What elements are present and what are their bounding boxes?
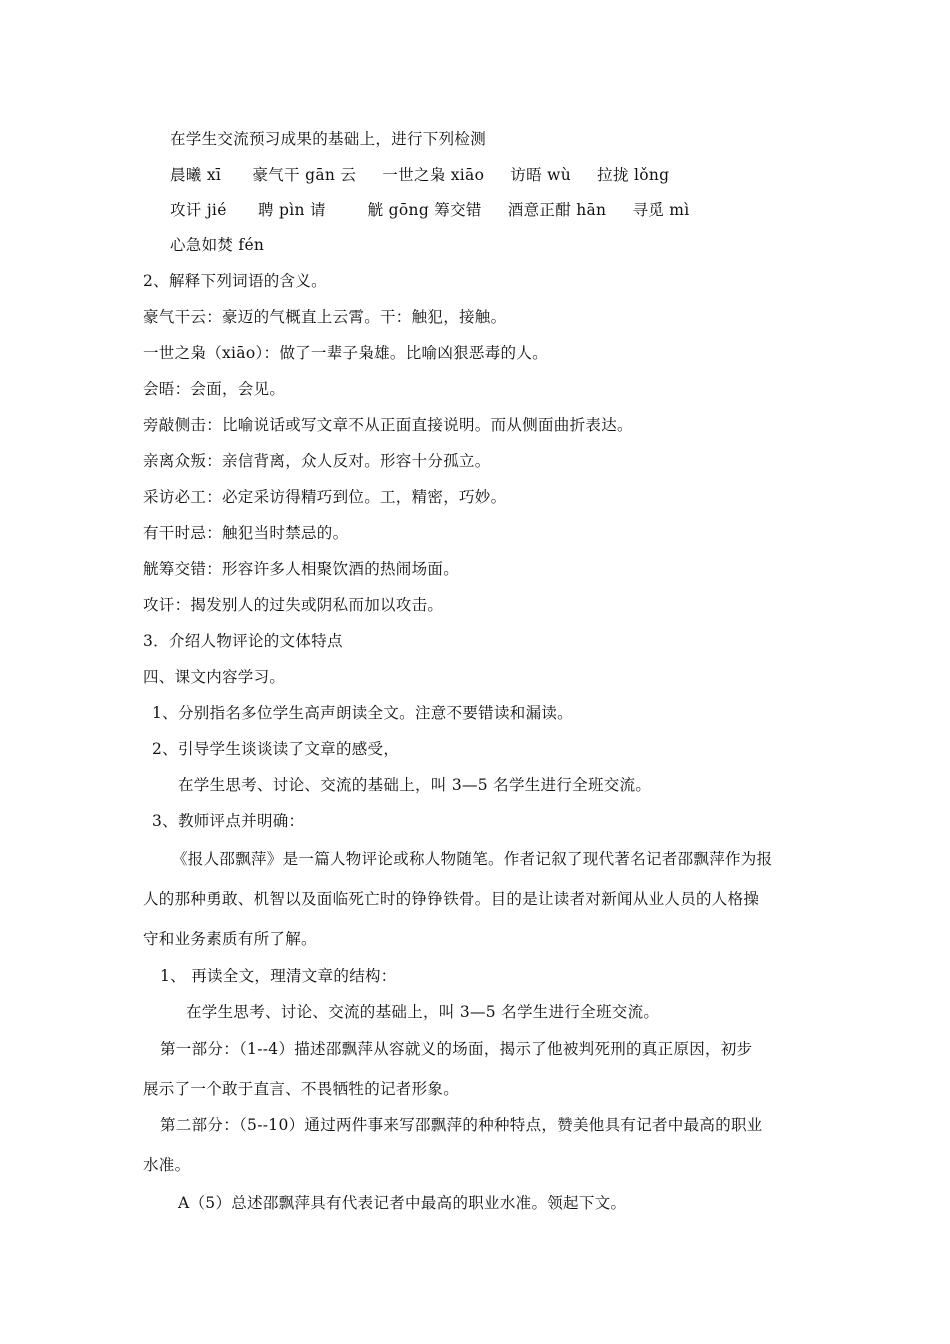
- definition-item: 觥筹交错：形容许多人相聚饮酒的热闹场面。: [143, 560, 460, 578]
- part-1-line-1: 第一部分：（1--4）描述邵飘萍从容就义的场面，揭示了他被判死刑的真正原因，初步: [160, 1040, 753, 1058]
- part-2-a: A（5）总述邵飘萍具有代表记者中最高的职业水准。领起下文。: [178, 1194, 627, 1212]
- pinyin-row-3: 心急如焚 fén: [170, 236, 265, 254]
- summary-line-1: 《报人邵飘萍》是一篇人物评论或称人物随笔。作者记叙了现代著名记者邵飘萍作为报: [172, 850, 773, 868]
- definition-item: 有干时忌：触犯当时禁忌的。: [143, 524, 349, 542]
- reread-detail: 在学生思考、讨论、交流的基础上，叫 3—5 名学生进行全班交流。: [186, 1003, 660, 1021]
- pinyin-row-2: 攻讦 jié 聘 pìn 请 觥 gōng 筹交错 酒意正酣 hān 寻觅 mì: [170, 201, 690, 219]
- summary-line-3: 守和业务素质有所了解。: [143, 930, 317, 948]
- section-2-title: 2、解释下列词语的含义。: [143, 272, 327, 290]
- pinyin-row-1: 晨曦 xī 豪气干 gān 云 一世之枭 xiāo 访晤 wù 拉拢 lǒng: [170, 166, 670, 184]
- intro-line: 在学生交流预习成果的基础上，进行下列检测: [170, 130, 487, 148]
- section-3-title: 3．介绍人物评论的文体特点: [143, 632, 343, 650]
- step-3: 3、教师评点并明确：: [152, 812, 305, 830]
- step-2: 2、引导学生谈谈读了文章的感受，: [152, 740, 400, 758]
- summary-line-2: 人的那种勇敢、机智以及面临死亡时的铮铮铁骨。目的是让读者对新闻从业人员的人格操: [143, 890, 760, 908]
- reread-step: 1、 再读全文，理清文章的结构：: [160, 967, 397, 985]
- part-2-line-1: 第二部分：（5--10）通过两件事来写邵飘萍的种种特点，赞美他具有记者中最高的职业: [160, 1116, 763, 1134]
- part-2-line-2: 水准。: [143, 1156, 191, 1174]
- step-2-detail: 在学生思考、讨论、交流的基础上，叫 3—5 名学生进行全班交流。: [178, 776, 652, 794]
- section-4-title: 四、课文内容学习。: [143, 668, 286, 686]
- definition-item: 豪气干云：豪迈的气概直上云霄。干：触犯，接触。: [143, 308, 507, 326]
- definition-item: 攻讦：揭发别人的过失或阴私而加以攻击。: [143, 596, 444, 614]
- definition-item: 一世之枭（xiāo）：做了一辈子枭雄。比喻凶狠恶毒的人。: [143, 344, 548, 362]
- definition-item: 采访必工：必定采访得精巧到位。工，精密，巧妙。: [143, 488, 507, 506]
- part-1-line-2: 展示了一个敢于直言、不畏牺牲的记者形象。: [143, 1080, 460, 1098]
- definition-item: 旁敲侧击：比喻说话或写文章不从正面直接说明。而从侧面曲折表达。: [143, 416, 633, 434]
- definition-item: 会晤：会面，会见。: [143, 380, 286, 398]
- step-1: 1、分别指名多位学生高声朗读全文。注意不要错读和漏读。: [152, 704, 573, 722]
- definition-item: 亲离众叛：亲信背离，众人反对。形容十分孤立。: [143, 452, 491, 470]
